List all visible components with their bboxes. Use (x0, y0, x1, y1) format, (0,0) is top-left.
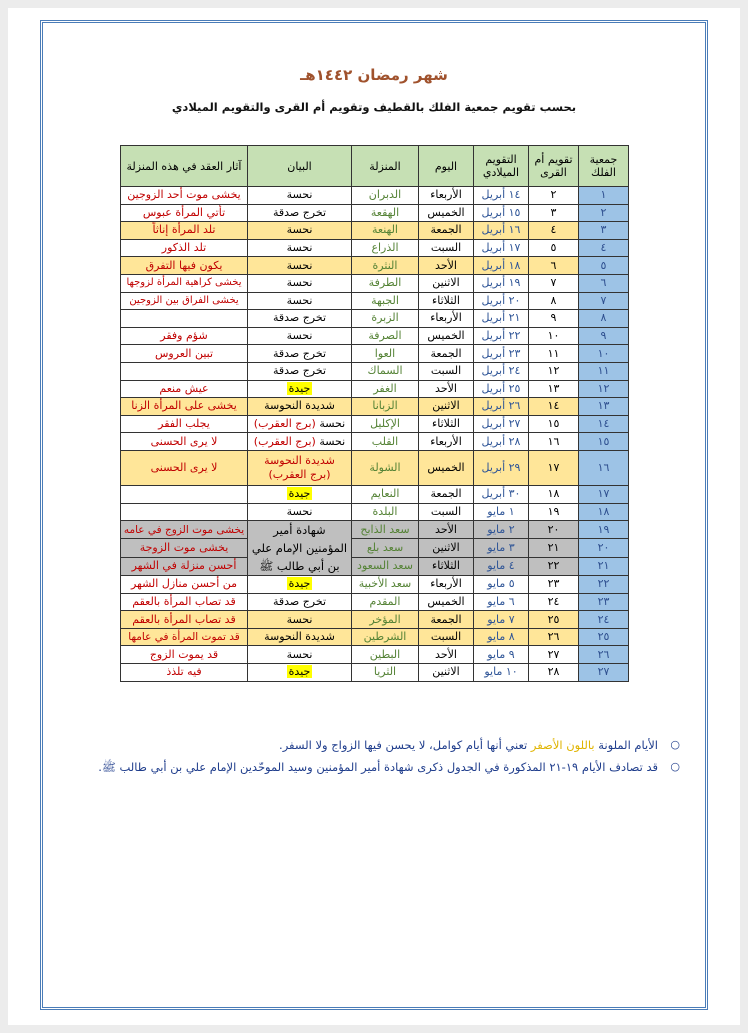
cell-athar: يخشى على المرأة الزنا (121, 398, 248, 416)
cell-falak: ٢٣ (579, 593, 629, 611)
cell-day: الأحد (419, 380, 474, 398)
cell-bayan: نحسة (248, 257, 352, 275)
cell-falak: ٢٧ (579, 664, 629, 682)
cell-falak: ٢٥ (579, 628, 629, 646)
cell-manzila: النعايم (352, 485, 419, 503)
cell-day: الأحد (419, 257, 474, 275)
cell-manzila: الثريا (352, 664, 419, 682)
cell-manzila: الهقعة (352, 204, 419, 222)
cell-umm: ١٨ (529, 485, 579, 503)
cell-athar: أحسن منزلة في الشهر (121, 557, 248, 575)
cell-bayan: نحسة (248, 222, 352, 240)
cell-manzila: الشولة (352, 450, 419, 485)
cell-bayan: نحسة (248, 611, 352, 629)
cell-falak: ١ (579, 187, 629, 205)
cell-greg: ٢٨ أبريل (474, 433, 529, 451)
note-martyrdom (70, 760, 680, 777)
cell-athar: تأتي المرأة عبوس (121, 204, 248, 222)
cell-bayan: نحسة (248, 239, 352, 257)
bayan-label: نحسة (319, 434, 346, 448)
cell-falak: ١٠ (579, 345, 629, 363)
cell-falak: ٤ (579, 239, 629, 257)
cell-bayan: تخرج صدقة (248, 310, 352, 328)
cell-greg: ١٩ أبريل (474, 274, 529, 292)
cell-manzila: الغفر (352, 380, 419, 398)
cell-athar: لا يرى الحسنى (121, 433, 248, 451)
cell-manzila: المؤخر (352, 611, 419, 629)
cell-umm: ١٦ (529, 433, 579, 451)
cell-bayan: نحسة (248, 187, 352, 205)
cell-day: الجمعة (419, 485, 474, 503)
cell-greg: ٢ مايو (474, 521, 529, 539)
cell-manzila: الإكليل (352, 415, 419, 433)
cell-day: الاثنين (419, 539, 474, 557)
scorpio-note: (برج العقرب) (253, 417, 316, 431)
cell-manzila: العوا (352, 345, 419, 363)
header-gregorian: التقويم الميلادي (474, 146, 529, 187)
cell-greg: ٩ مايو (474, 646, 529, 664)
cell-falak: ٥ (579, 257, 629, 275)
note-text: الأيام الملونة (594, 738, 658, 752)
note-text: تعني أنها أيام كوامل، لا يحسن فيها الزواج ولا السفر. (279, 738, 531, 752)
cell-greg: ٢٣ أبريل (474, 345, 529, 363)
good-highlight: جيدة (288, 577, 311, 591)
cell-umm: ٢٧ (529, 646, 579, 664)
cell-falak: ٢ (579, 204, 629, 222)
cell-manzila: المقدم (352, 593, 419, 611)
cell-day: الأحد (419, 521, 474, 539)
cell-umm: ٢٦ (529, 628, 579, 646)
cell-umm: ٤ (529, 222, 579, 240)
cell-greg: ١ مايو (474, 503, 529, 521)
cell-greg: ٦ مايو (474, 593, 529, 611)
cell-day: الخميس (419, 593, 474, 611)
cell-umm: ٨ (529, 292, 579, 310)
cell-greg: ٥ مايو (474, 576, 529, 594)
cell-falak: ٩ (579, 327, 629, 345)
cell-manzila: الصرفة (352, 327, 419, 345)
cell-greg: ١٧ أبريل (474, 239, 529, 257)
bayan-label: نحسة (319, 417, 346, 431)
header-athar: آثار العقد في هذه المنزلة (121, 146, 248, 187)
cell-athar: يكون فيها التفرق (121, 257, 248, 275)
cell-manzila: سعد السعود (352, 557, 419, 575)
cell-umm: ٢٨ (529, 664, 579, 682)
cell-greg: ٢٠ أبريل (474, 292, 529, 310)
cell-bayan: تخرج صدقة (248, 593, 352, 611)
cell-greg: ٢٤ أبريل (474, 362, 529, 380)
cell-bayan: شديدة النحوسة (248, 628, 352, 646)
ramadan-table (120, 145, 629, 682)
page-subtitle: بحسب تقويم جمعية الفلك بالقطيف وتقويم أم القرى والتقويم الميلادي (171, 100, 577, 114)
cell-falak: ١٧ (579, 485, 629, 503)
cell-greg: ١٥ أبريل (474, 204, 529, 222)
cell-manzila: النثرة (352, 257, 419, 275)
cell-falak: ١٥ (579, 433, 629, 451)
cell-bayan (248, 450, 352, 485)
cell-athar: من أحسن منازل الشهر (121, 576, 248, 594)
cell-athar (121, 362, 248, 380)
cell-falak: ٢٠ (579, 539, 629, 557)
cell-greg: ٣ مايو (474, 539, 529, 557)
cell-athar: تبين العروس (121, 345, 248, 363)
cell-greg: ٢٧ أبريل (474, 415, 529, 433)
cell-manzila: سعد الذابح (352, 521, 419, 539)
cell-bayan (248, 380, 352, 398)
cell-umm: ٥ (529, 239, 579, 257)
cell-day: السبت (419, 362, 474, 380)
cell-greg: ٢٥ أبريل (474, 380, 529, 398)
cell-day: السبت (419, 628, 474, 646)
cell-athar: يخشى موت أحد الزوجين (121, 187, 248, 205)
cell-falak: ٦ (579, 274, 629, 292)
cell-falak: ١٣ (579, 398, 629, 416)
cell-day: الثلاثاء (419, 415, 474, 433)
cell-umm: ١١ (529, 345, 579, 363)
cell-manzila: البلدة (352, 503, 419, 521)
cell-athar: يجلب الفقر (121, 415, 248, 433)
bayan-label: شديدة النحوسة (264, 453, 335, 467)
cell-bayan: تخرج صدقة (248, 362, 352, 380)
cell-manzila: الجبهة (352, 292, 419, 310)
cell-bayan: نحسة (248, 503, 352, 521)
cell-greg: ٧ مايو (474, 611, 529, 629)
cell-umm: ١٣ (529, 380, 579, 398)
note-yellow-word: باللون الأصفر (530, 738, 595, 752)
cell-greg: ١٠ مايو (474, 664, 529, 682)
cell-umm: ٢١ (529, 539, 579, 557)
cell-falak: ١٩ (579, 521, 629, 539)
cell-day: السبت (419, 503, 474, 521)
cell-manzila: سعد بلع (352, 539, 419, 557)
cell-manzila: الذراع (352, 239, 419, 257)
cell-umm: ٢ (529, 187, 579, 205)
cell-day: الخميس (419, 204, 474, 222)
header-umm-alqura: تقويم أم القرى (529, 146, 579, 187)
cell-bayan: نحسة (248, 292, 352, 310)
cell-athar: قد تموت المرأة في عامها (121, 628, 248, 646)
cell-falak: ٨ (579, 310, 629, 328)
cell-day: الأربعاء (419, 310, 474, 328)
cell-athar: يخشى موت الزوج في عامه (121, 521, 248, 539)
cell-manzila: الطرفة (352, 274, 419, 292)
cell-bayan (248, 576, 352, 594)
cell-athar: فيه تلذذ (121, 664, 248, 682)
cell-umm: ١٩ (529, 503, 579, 521)
cell-greg: ٢٦ أبريل (474, 398, 529, 416)
cell-falak: ٢٢ (579, 576, 629, 594)
cell-falak: ٣ (579, 222, 629, 240)
cell-greg: ٣٠ أبريل (474, 485, 529, 503)
cell-athar: عيش منعم (121, 380, 248, 398)
cell-falak: ٢٦ (579, 646, 629, 664)
good-highlight: جيدة (288, 665, 311, 679)
cell-manzila: السماك (352, 362, 419, 380)
cell-athar: تلد المرأة إناثاً (121, 222, 248, 240)
cell-falak: ١٦ (579, 450, 629, 485)
cell-falak: ١٤ (579, 415, 629, 433)
cell-manzila: الشرطين (352, 628, 419, 646)
cell-athar: شؤم وفقر (121, 327, 248, 345)
cell-umm: ٢٣ (529, 576, 579, 594)
header-day: اليوم (419, 146, 474, 187)
header-falak: جمعية الفلك (579, 146, 629, 187)
cell-athar: قد يموت الزوج (121, 646, 248, 664)
cell-bayan (248, 664, 352, 682)
cell-manzila: سعد الأخبية (352, 576, 419, 594)
cell-greg: ١٤ أبريل (474, 187, 529, 205)
cell-manzila: الهنعة (352, 222, 419, 240)
cell-umm: ١٢ (529, 362, 579, 380)
cell-greg: ١٦ أبريل (474, 222, 529, 240)
note-yellow-days (70, 738, 680, 752)
page-title: شهر رمضان ١٤٤٢هـ (300, 66, 448, 84)
cell-greg: ٢٢ أبريل (474, 327, 529, 345)
cell-day: الأحد (419, 646, 474, 664)
cell-day: الجمعة (419, 611, 474, 629)
cell-bayan (248, 485, 352, 503)
cell-day: الاثنين (419, 274, 474, 292)
cell-day: الخميس (419, 327, 474, 345)
cell-bayan (248, 415, 352, 433)
cell-falak: ٢٤ (579, 611, 629, 629)
cell-falak: ٧ (579, 292, 629, 310)
cell-day: الخميس (419, 450, 474, 485)
cell-athar (121, 485, 248, 503)
cell-greg: ١٨ أبريل (474, 257, 529, 275)
cell-bayan: تخرج صدقة (248, 204, 352, 222)
cell-manzila: الزبرة (352, 310, 419, 328)
header-manzila: المنزلة (352, 146, 419, 187)
cell-manzila: البطين (352, 646, 419, 664)
good-highlight: جيدة (288, 381, 311, 395)
cell-falak: ١٨ (579, 503, 629, 521)
cell-day: السبت (419, 239, 474, 257)
cell-bayan (248, 433, 352, 451)
cell-umm: ١٤ (529, 398, 579, 416)
cell-bayan: نحسة (248, 646, 352, 664)
cell-umm: ٧ (529, 274, 579, 292)
cell-day: الثلاثاء (419, 292, 474, 310)
cell-umm: ٢٤ (529, 593, 579, 611)
cell-athar: يخشى موت الزوجة (121, 539, 248, 557)
cell-greg: ٨ مايو (474, 628, 529, 646)
cell-umm: ١٠ (529, 327, 579, 345)
cell-umm: ٣ (529, 204, 579, 222)
cell-athar: قد تصاب المرأة بالعقم (121, 593, 248, 611)
cell-athar: يخشى كراهية المرأة لزوجها (121, 274, 248, 292)
cell-greg: ٤ مايو (474, 557, 529, 575)
cell-umm: ٩ (529, 310, 579, 328)
bullet-circle-icon: ○ (670, 760, 680, 773)
cell-bayan: تخرج صدقة (248, 345, 352, 363)
header-bayan: البيان (248, 146, 352, 187)
cell-umm: ٢٠ (529, 521, 579, 539)
cell-day: الثلاثاء (419, 557, 474, 575)
cell-bayan: نحسة (248, 274, 352, 292)
cell-umm: ١٧ (529, 450, 579, 485)
cell-athar: لا يرى الحسنى (121, 450, 248, 485)
cell-athar (121, 503, 248, 521)
cell-athar: قد تصاب المرأة بالعقم (121, 611, 248, 629)
cell-manzila: الزبانا (352, 398, 419, 416)
cell-umm: ٦ (529, 257, 579, 275)
cell-day: الاثنين (419, 664, 474, 682)
note-text: قد تصادف الأيام ١٩-٢١ المذكورة في الجدول ذكرى شهادة أمير المؤمنين وسيد الموحّدين الإمام علي بن أبي طالب ﷺ. (98, 760, 658, 774)
cell-day: الأربعاء (419, 433, 474, 451)
cell-day: الجمعة (419, 345, 474, 363)
notes (70, 738, 680, 785)
cell-falak: ٢١ (579, 557, 629, 575)
cell-day: الأربعاء (419, 187, 474, 205)
cell-umm: ٢٥ (529, 611, 579, 629)
scorpio-note: (برج العقرب) (268, 467, 331, 481)
cell-falak: ١١ (579, 362, 629, 380)
cell-day: الأربعاء (419, 576, 474, 594)
cell-athar: يخشى الفراق بين الزوجين (121, 292, 248, 310)
cell-greg: ٢٩ أبريل (474, 450, 529, 485)
good-highlight: جيدة (288, 487, 311, 501)
cell-bayan: شديدة النحوسة (248, 398, 352, 416)
cell-day: الجمعة (419, 222, 474, 240)
cell-umm: ١٥ (529, 415, 579, 433)
cell-manzila: القلب (352, 433, 419, 451)
cell-manzila: الدبران (352, 187, 419, 205)
cell-bayan: نحسة (248, 327, 352, 345)
cell-greg: ٢١ أبريل (474, 310, 529, 328)
bullet-circle-icon: ○ (670, 738, 680, 751)
cell-athar (121, 310, 248, 328)
cell-falak: ١٢ (579, 380, 629, 398)
scorpio-note: (برج العقرب) (253, 434, 316, 448)
cell-bayan-merged: شهادة أمير المؤمنين الإمام علي بن أبي طالب ﷺ (248, 521, 352, 576)
cell-athar: تلد الذكور (121, 239, 248, 257)
cell-day: الاثنين (419, 398, 474, 416)
cell-umm: ٢٢ (529, 557, 579, 575)
